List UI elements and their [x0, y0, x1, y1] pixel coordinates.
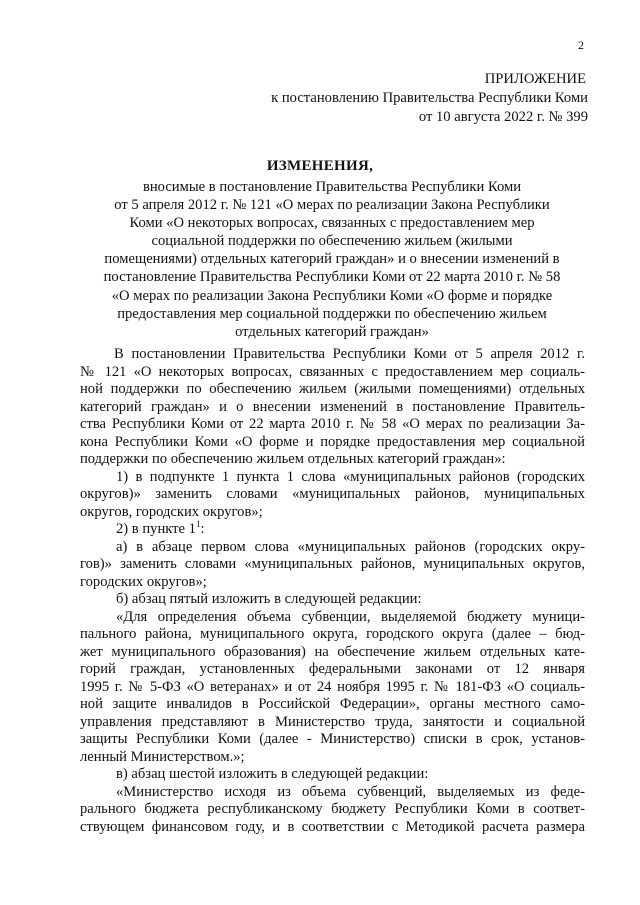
appendix-date: от 10 августа 2022 г. № 399: [418, 109, 588, 125]
body-line: в) абзац шестой изложить в следующей редакции:: [116, 766, 429, 782]
point-2-text: 2) в пункте 1: [116, 521, 196, 537]
body-line: округов, городских округов»;: [80, 503, 263, 520]
subtitle-line: отдельных категорий граждан»: [235, 323, 429, 340]
document-subtitle: [82, 178, 582, 341]
body-line: 1995 г. № 5-ФЗ «О ветеранах» и от 24 ноября 1995 г. № 181-ФЗ «О социаль-: [80, 678, 585, 695]
document-title: ИЗМЕНЕНИЯ,: [266, 158, 374, 174]
subtitle-line: постановление Правительства Республики Коми от 22 марта 2010 г. № 58: [103, 269, 561, 286]
body-line: 1) в подпункте 1 пункта 1 слова «муниципальных районов (городских: [116, 468, 585, 485]
body-line: гов)» заменить словами «муниципальных районов, муниципальных округов,: [80, 556, 585, 572]
body-line: кона Республики Коми «О форме и порядке предоставления мер социальной: [80, 433, 585, 450]
body-line: ствующем финансовом году, и в соответствии с Методикой расчета размера: [80, 818, 585, 835]
subtitle-line: «О мерах по реализации Закона Республики Коми «О форме и порядке: [111, 287, 553, 304]
body-line: округов)» заменить словами «муниципальных районов, муниципальных: [80, 486, 585, 502]
body-line: В постановлении Правительства Республики Коми от 5 апреля 2012 г.: [114, 346, 585, 362]
body-line: защиты Республики Коми (далее - Министерство) списки в срок, установ-: [80, 731, 585, 747]
body-line: «Министерство исходя из объема субвенций, выделяемых из феде-: [116, 783, 585, 800]
appendix-label: ПРИЛОЖЕНИЕ: [484, 71, 586, 87]
subtitle-line: социальной поддержки по обеспечению жильем (жилыми: [151, 233, 513, 250]
body-line-point-2: [80, 521, 585, 539]
body-line: пального района, муниципального округа, городского округа (далее – бюд-: [80, 626, 585, 642]
body-line: управления представляют в Министерство труда, занятости и социальной: [80, 713, 585, 730]
colon: :: [200, 521, 205, 537]
body-line: рального бюджета республиканскому бюджету Республики Коми в соответ-: [80, 801, 585, 817]
subtitle-line: вносимые в постановление Правительства Республики Коми: [142, 179, 522, 195]
body-line: категорий граждан» и о внесении изменений в постановление Правитель-: [80, 398, 585, 415]
body-line: а) в абзаце первом слова «муниципальных районов (городских окру-: [116, 538, 585, 555]
body-line: ства Республики Коми от 22 марта 2010 г. № 58 «О мерах по реализации За-: [80, 416, 585, 432]
body-line: № 121 «О некоторых вопросах, связанных с предоставлением мер социаль-: [80, 363, 585, 380]
body-line: ной поддержки по обеспечению жильем (жилыми помещениями) отдельных: [80, 381, 585, 397]
body-line: городских округов»;: [80, 573, 207, 590]
subtitle-line: помещениями) отдельных категорий граждан» и о внесении изменений в: [104, 251, 560, 268]
subtitle-line: предоставления мер социальной поддержки по обеспечению жильем: [117, 305, 547, 322]
superscript: 1: [195, 519, 201, 530]
page-number: 2: [578, 38, 584, 52]
body-line: б) абзац пятый изложить в следующей редакции:: [116, 591, 422, 607]
body-line: «Для определения объема субвенции, выделяемой бюджету муници-: [116, 608, 585, 625]
document-body: [80, 346, 585, 836]
body-line: ленный Министерством.»;: [80, 748, 245, 765]
appendix-decree: к постановлению Правительства Республики Коми: [271, 90, 588, 106]
body-line: жет муниципального образования) на обеспечение жильем отдельных кате-: [80, 643, 585, 660]
body-line: горий граждан, установленных федеральными законами от 12 января: [80, 661, 585, 677]
subtitle-line: от 5 апреля 2012 г. № 121 «О мерах по реализации Закона Республики: [114, 197, 550, 214]
body-line: ной защите инвалидов в Российской Федерации», органы местного само-: [80, 696, 585, 712]
appendix-block: [188, 70, 588, 127]
subtitle-line: Коми «О некоторых вопросах, связанных с предоставлением мер: [129, 215, 535, 232]
body-line: поддержки по обеспечению жильем отдельных категорий граждан»:: [80, 451, 506, 467]
